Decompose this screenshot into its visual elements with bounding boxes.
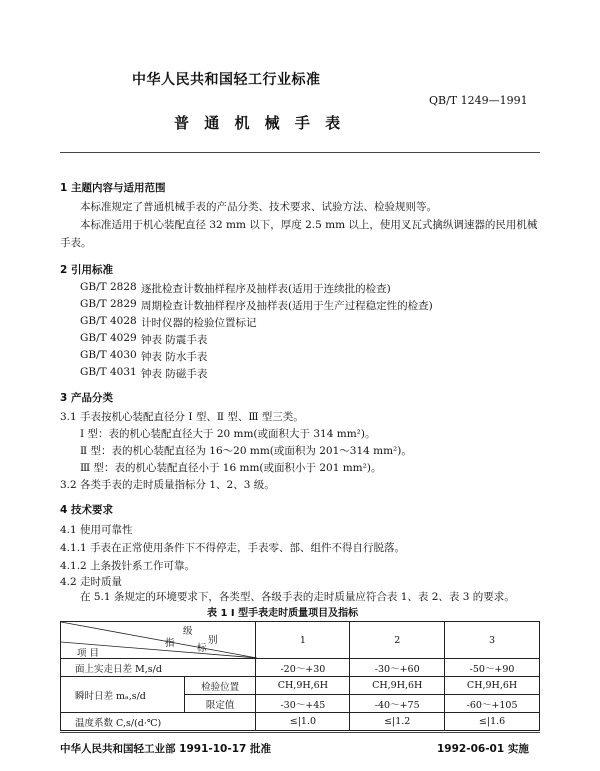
ref-title: 周期检查计数抽样程序及抽样表(适用于生产过程稳定性的检查): [141, 300, 433, 312]
type-2-desc: Ⅱ 型：表的机心装配直径为 16～20 mm(或面积为 201～314 mm²)。: [80, 445, 412, 457]
table-cell: ≤|1.0: [256, 713, 350, 731]
grade-col-2: 2: [350, 622, 445, 659]
ref-title: 计时仪器的检验位置标记: [141, 317, 257, 329]
ref-code: GB/T 4030: [80, 349, 137, 361]
row-sublabel-limit: 限定值: [184, 695, 256, 713]
table-cell: CH,9H,6H: [350, 677, 445, 695]
table-cell: -20～+30: [256, 659, 350, 677]
section-2-heading: 2 引用标准: [60, 264, 113, 276]
table-cell: CH,9H,6H: [445, 677, 540, 695]
section-1-para-1: 本标准规定了普通机械手表的产品分类、技术要求、试验方法、检验规则等。: [80, 201, 437, 213]
approval-info: 中华人民共和国轻工业部 1991-10-17 批准: [60, 743, 271, 755]
clause-3-1: 3.1 手表按机心装配直径分 Ⅰ 型、Ⅱ 型、Ⅲ 型三类。: [60, 411, 304, 423]
clause-4-1: 4.1 使用可靠性: [60, 524, 133, 536]
ref-title: 钟表 防震手表: [141, 334, 208, 346]
ref-code: GB/T 4028: [80, 315, 137, 327]
clause-4-1-2: 4.1.2 上条拨针系工作可靠。: [60, 560, 196, 572]
effective-date: 1992-06-01 实施: [437, 743, 529, 755]
ref-title: 逐批检查计数抽样程序及抽样表(适用于连续批的检查): [141, 283, 391, 295]
type-1-desc: Ⅰ 型：表的机心装配直径大于 20 mm(或面积大于 314 mm²)。: [80, 428, 376, 440]
clause-4-2: 4.2 走时质量: [60, 576, 123, 588]
section-1-heading: 1 主题内容与适用范围: [60, 182, 166, 194]
standard-code: QB/T 1249—1991: [429, 94, 528, 107]
ref-code: GB/T 4029: [80, 332, 137, 344]
table-row: [61, 713, 540, 731]
header-divider: [60, 152, 540, 153]
row-label-temp-coef: 温度系数 C,s/(d·℃): [61, 713, 256, 731]
grade-col-3: 3: [445, 622, 540, 659]
ref-code: GB/T 2828: [80, 281, 137, 293]
diag-label-index-b: 标: [197, 643, 207, 654]
ref-title: 钟表 防水手表: [141, 351, 208, 363]
table-cell: -30～+60: [350, 659, 445, 677]
footer-divider: [60, 732, 540, 733]
clause-3-2: 3.2 各类手表的走时质量指标分 1、2、3 级。: [60, 479, 275, 491]
row-label-daily-rate: 面上实走日差 M,s/d: [61, 659, 256, 677]
section-1-para-2-cont: 手表。: [60, 237, 92, 249]
diag-label-grade-a: 级: [183, 626, 193, 637]
row-sublabel-position: 检验位置: [184, 677, 256, 695]
table-header-diagonal: [61, 622, 256, 659]
clause-4-1-1: 4.1.1 手表在正常使用条件下不得停走，手表零、部、组件不得自行脱落。: [60, 542, 406, 554]
clause-4-2-para: 在 5.1 条规定的环境要求下，各类型、各级手表的走时质量应符合表 1、表 2、表 3 的要求。: [80, 591, 515, 603]
section-4-heading: 4 技术要求: [60, 504, 113, 516]
table-1-caption: 表 1 Ⅰ 型手表走时质量项目及指标: [207, 608, 359, 619]
table-row: [61, 659, 540, 677]
ref-code: GB/T 4031: [80, 366, 137, 378]
ref-title: 钟表 防磁手表: [141, 368, 208, 380]
diag-label-grade-b: 别: [208, 635, 218, 646]
ref-code: GB/T 2829: [80, 298, 137, 310]
table-cell: -60～+105: [445, 695, 540, 713]
row-label-instant-rate: 瞬时日差 mₐ,s/d: [61, 677, 185, 713]
type-3-desc: Ⅲ 型：表的机心装配直径小于 16 mm(或面积小于 201 mm²)。: [80, 462, 382, 474]
table-cell: ≤|1.6: [445, 713, 540, 731]
table-cell: CH,9H,6H: [256, 677, 350, 695]
standard-org-header: 中华人民共和国轻工行业标准: [132, 72, 321, 88]
document-title: 普 通 机 械 手 表: [174, 114, 346, 132]
table-cell: -40～+75: [350, 695, 445, 713]
section-1-para-2: 本标准适用于机心装配直径 32 mm 以下，厚度 2.5 mm 以上，使用叉瓦式擒纵调速器的民用机械: [80, 219, 538, 231]
diag-label-item: 项 目: [77, 648, 100, 659]
table-row: [61, 677, 540, 695]
table-cell: ≤|1.2: [350, 713, 445, 731]
table-1: [60, 621, 540, 731]
table-cell: -30～+45: [256, 695, 350, 713]
diag-label-index-a: 指: [165, 638, 175, 649]
grade-col-1: 1: [256, 622, 350, 659]
section-3-heading: 3 产品分类: [60, 392, 113, 404]
table-cell: -50～+90: [445, 659, 540, 677]
